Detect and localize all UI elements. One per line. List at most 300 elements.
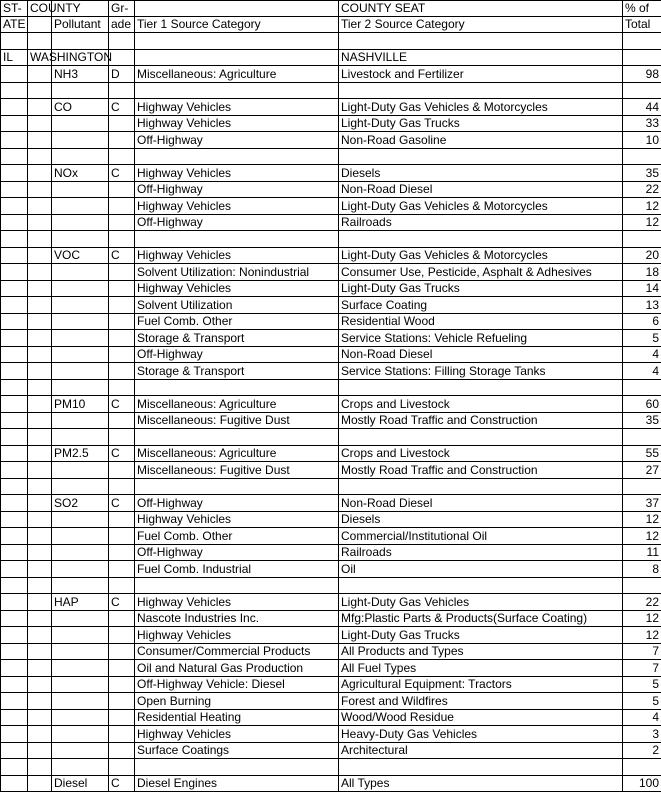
table-row [1, 495, 661, 512]
percent-cell: 3 [623, 726, 661, 743]
tier1-cell: Off-Highway [135, 181, 339, 198]
tier2-cell: Non-Road Diesel [339, 495, 623, 512]
header-row-2 [1, 17, 661, 33]
table-row [1, 544, 661, 561]
percent-cell: 27 [623, 462, 661, 479]
tier2-cell: Railroads [339, 544, 623, 561]
empty-cell [135, 577, 339, 594]
pollutant-cell [52, 511, 109, 528]
state-cell [1, 775, 28, 792]
spacer-row [1, 148, 661, 165]
header-tier1: Tier 1 Source Category [135, 17, 339, 33]
pollutant-cell [52, 610, 109, 627]
table-row [1, 66, 661, 83]
county-cell [28, 280, 52, 297]
grade-cell [109, 676, 135, 693]
table-row [1, 511, 661, 528]
empty-cell [52, 478, 109, 495]
table-row [1, 214, 661, 231]
tier2-cell: Crops and Livestock [339, 445, 623, 462]
pollutant-cell: VOC [52, 247, 109, 264]
state-cell [1, 280, 28, 297]
percent-cell: 11 [623, 544, 661, 561]
grade-cell [109, 627, 135, 644]
pollutant-cell [52, 346, 109, 363]
percent-cell: 12 [623, 511, 661, 528]
table-row [1, 280, 661, 297]
pollutant-cell [52, 412, 109, 429]
empty-cell [135, 82, 339, 99]
state-cell [1, 610, 28, 627]
pollutant-cell [52, 363, 109, 380]
county-cell [28, 181, 52, 198]
county-cell [28, 462, 52, 479]
state-cell [1, 660, 28, 677]
pollutant-cell [52, 330, 109, 347]
empty-cell [339, 379, 623, 396]
state-cell: IL [1, 49, 28, 66]
percent-cell: 14 [623, 280, 661, 297]
percent-cell: 55 [623, 445, 661, 462]
empty-cell [52, 429, 109, 446]
tier1-cell: Miscellaneous: Fugitive Dust [135, 462, 339, 479]
grade-cell [109, 511, 135, 528]
tier2-cell: All Types [339, 775, 623, 792]
state-cell [1, 643, 28, 660]
empty-cell [623, 759, 661, 776]
tier2-cell: Oil [339, 561, 623, 578]
percent-cell: 12 [623, 610, 661, 627]
tier1-cell: Off-Highway Vehicle: Diesel [135, 676, 339, 693]
empty-cell [339, 82, 623, 99]
county-cell [28, 214, 52, 231]
state-cell [1, 445, 28, 462]
county-cell [28, 528, 52, 545]
pollutant-cell [52, 528, 109, 545]
state-cell [1, 115, 28, 132]
percent-cell: 8 [623, 561, 661, 578]
empty-cell [1, 82, 28, 99]
tier2-cell: Light-Duty Gas Vehicles & Motorcycles [339, 247, 623, 264]
tier2-cell: Service Stations: Vehicle Refueling [339, 330, 623, 347]
table-row [1, 297, 661, 314]
percent-cell: 12 [623, 214, 661, 231]
state-cell [1, 346, 28, 363]
tier1-cell: Highway Vehicles [135, 99, 339, 116]
table-row [1, 115, 661, 132]
empty-cell [52, 379, 109, 396]
header-percent: % of [623, 1, 661, 17]
percent-cell: 7 [623, 660, 661, 677]
tier1-cell: Fuel Comb. Industrial [135, 561, 339, 578]
tier2-cell: Service Stations: Filling Storage Tanks [339, 363, 623, 380]
pollutant-cell [52, 280, 109, 297]
grade-cell [109, 528, 135, 545]
state-cell [1, 247, 28, 264]
county-cell [28, 132, 52, 149]
percent-cell: 22 [623, 181, 661, 198]
county-cell [28, 247, 52, 264]
empty-cell [135, 231, 339, 248]
tier1-cell: Storage & Transport [135, 363, 339, 380]
county-cell [28, 643, 52, 660]
table-row [1, 709, 661, 726]
tier1-cell: Storage & Transport [135, 330, 339, 347]
grade-cell [109, 280, 135, 297]
tier2-cell: Railroads [339, 214, 623, 231]
percent-cell: 100 [623, 775, 661, 792]
empty-cell [135, 478, 339, 495]
percent-cell: 37 [623, 495, 661, 512]
grade-cell: D [109, 66, 135, 83]
tier1-cell: Off-Highway [135, 346, 339, 363]
grade-cell [109, 115, 135, 132]
county-cell [28, 165, 52, 182]
tier1-cell: Miscellaneous: Agriculture [135, 396, 339, 413]
percent-cell: 44 [623, 99, 661, 116]
empty-cell [52, 577, 109, 594]
county-cell [28, 66, 52, 83]
county-cell [28, 511, 52, 528]
spacer-row [1, 82, 661, 99]
empty-cell [623, 231, 661, 248]
county-cell: WASHINGTON [28, 49, 52, 66]
tier1-cell: Highway Vehicles [135, 115, 339, 132]
empty-cell [339, 148, 623, 165]
pollutant-cell [52, 132, 109, 149]
tier1-cell: Highway Vehicles [135, 280, 339, 297]
county-cell [28, 693, 52, 710]
grade-cell [109, 363, 135, 380]
pollutant-cell [52, 709, 109, 726]
table-row [1, 198, 661, 215]
empty-cell [52, 231, 109, 248]
spacer-row [1, 577, 661, 594]
pollutant-cell [52, 726, 109, 743]
table-row [1, 742, 661, 759]
header-state: ST- [1, 1, 28, 17]
county-cell [28, 264, 52, 281]
percent-cell: 12 [623, 198, 661, 215]
state-cell [1, 297, 28, 314]
state-cell [1, 709, 28, 726]
state-cell [1, 99, 28, 116]
empty-cell [623, 379, 661, 396]
percent-cell: 7 [623, 643, 661, 660]
county-cell [28, 313, 52, 330]
percent-cell: 4 [623, 363, 661, 380]
spacer-row [1, 231, 661, 248]
pollutant-cell [52, 742, 109, 759]
table-row [1, 363, 661, 380]
percent-cell: 98 [623, 66, 661, 83]
state-cell [1, 396, 28, 413]
percent-cell: 12 [623, 627, 661, 644]
pollutant-cell [52, 462, 109, 479]
table-row [1, 775, 661, 792]
empty-cell [109, 429, 135, 446]
empty-cell [623, 429, 661, 446]
grade-cell: C [109, 495, 135, 512]
percent-cell: 5 [623, 693, 661, 710]
tier2-cell: All Products and Types [339, 643, 623, 660]
table-row [1, 264, 661, 281]
state-cell [1, 742, 28, 759]
table-row [1, 528, 661, 545]
percent-cell: 13 [623, 297, 661, 314]
pollutant-cell: PM10 [52, 396, 109, 413]
county-cell [28, 594, 52, 611]
state-cell [1, 412, 28, 429]
county-cell [28, 445, 52, 462]
tier2-cell: Diesels [339, 511, 623, 528]
tier1-cell: Oil and Natural Gas Production [135, 660, 339, 677]
tier2-cell: Heavy-Duty Gas Vehicles [339, 726, 623, 743]
tier1-cell: Highway Vehicles [135, 511, 339, 528]
tier2-cell: Light-Duty Gas Vehicles & Motorcycles [339, 99, 623, 116]
county-cell [28, 330, 52, 347]
table-row [1, 247, 661, 264]
state-cell [1, 214, 28, 231]
header-total: Total [623, 17, 661, 33]
percent-cell: 35 [623, 165, 661, 182]
empty-cell [28, 379, 52, 396]
state-cell [1, 544, 28, 561]
table-row [1, 99, 661, 116]
pollutant-cell: Diesel [52, 775, 109, 792]
county-cell [28, 726, 52, 743]
grade-cell [109, 214, 135, 231]
grade-cell [109, 610, 135, 627]
tier1-cell: Highway Vehicles [135, 594, 339, 611]
empty-cell [52, 82, 109, 99]
tier2-cell: Non-Road Diesel [339, 346, 623, 363]
empty-cell [1, 148, 28, 165]
tier1-cell: Residential Heating [135, 709, 339, 726]
table-row [1, 346, 661, 363]
grade-cell [109, 544, 135, 561]
state-cell [1, 330, 28, 347]
empty-cell [1, 379, 28, 396]
spacer-row [1, 379, 661, 396]
tier2-cell: Crops and Livestock [339, 396, 623, 413]
state-cell [1, 627, 28, 644]
tier1-cell: Nascote Industries Inc. [135, 610, 339, 627]
pollutant-cell [52, 561, 109, 578]
state-cell [1, 511, 28, 528]
empty-cell [1, 478, 28, 495]
pollutant-cell [52, 214, 109, 231]
grade-cell [109, 346, 135, 363]
tier1-cell: Consumer/Commercial Products [135, 643, 339, 660]
table-row [1, 412, 661, 429]
pollutant-cell [52, 660, 109, 677]
tier2-cell: Light-Duty Gas Vehicles & Motorcycles [339, 198, 623, 215]
empty-cell [52, 148, 109, 165]
table-row [1, 676, 661, 693]
table-row [1, 396, 661, 413]
state-cell [1, 363, 28, 380]
empty-cell [339, 577, 623, 594]
grade-cell: C [109, 594, 135, 611]
empty-cell [28, 429, 52, 446]
empty-cell [28, 82, 52, 99]
empty-cell [135, 429, 339, 446]
state-cell [1, 66, 28, 83]
header-pollutant: Pollutant [52, 17, 109, 33]
pollutant-cell [52, 544, 109, 561]
grade-cell [109, 643, 135, 660]
header-grade-cont: ade [109, 17, 135, 33]
county-cell [28, 627, 52, 644]
tier2-cell: Livestock and Fertilizer [339, 66, 623, 83]
empty-cell [28, 148, 52, 165]
empty-cell [28, 577, 52, 594]
grade-cell [109, 313, 135, 330]
table-row [1, 313, 661, 330]
pollutant-cell [52, 297, 109, 314]
tier2-cell: Non-Road Diesel [339, 181, 623, 198]
grade-cell [109, 561, 135, 578]
tier1-cell: Diesel Engines [135, 775, 339, 792]
percent-cell: 4 [623, 346, 661, 363]
empty-cell [135, 759, 339, 776]
pollutant-cell: CO [52, 99, 109, 116]
tier2-cell: Wood/Wood Residue [339, 709, 623, 726]
state-cell [1, 594, 28, 611]
county-cell [28, 544, 52, 561]
tier1-cell: Highway Vehicles [135, 247, 339, 264]
grade-cell [109, 660, 135, 677]
pollutant-cell [52, 676, 109, 693]
table-row [1, 561, 661, 578]
grade-cell [109, 297, 135, 314]
tier2-cell: Light-Duty Gas Trucks [339, 115, 623, 132]
tier2-cell: Agricultural Equipment: Tractors [339, 676, 623, 693]
county-cell [28, 610, 52, 627]
county-cell [28, 676, 52, 693]
header-state-cont: ATE [1, 17, 28, 33]
pollutant-cell [52, 181, 109, 198]
state-cell [1, 495, 28, 512]
empty-cell [339, 429, 623, 446]
percent-cell: 5 [623, 330, 661, 347]
tier2-cell: Light-Duty Gas Vehicles [339, 594, 623, 611]
percent-cell: 60 [623, 396, 661, 413]
state-cell [1, 165, 28, 182]
spacer-row [1, 759, 661, 776]
county-cell [28, 660, 52, 677]
tier1-cell: Miscellaneous: Agriculture [135, 445, 339, 462]
empty-cell [339, 478, 623, 495]
percent-cell: 4 [623, 709, 661, 726]
tier2-cell: Surface Coating [339, 297, 623, 314]
state-cell [1, 264, 28, 281]
pollutant-cell: PM2.5 [52, 445, 109, 462]
tier2-cell: Architectural [339, 742, 623, 759]
grade-cell [109, 742, 135, 759]
state-cell [1, 462, 28, 479]
state-cell [1, 198, 28, 215]
grade-cell: C [109, 247, 135, 264]
tier1-cell: Off-Highway [135, 544, 339, 561]
tier1-cell: Miscellaneous: Fugitive Dust [135, 412, 339, 429]
empty-cell [623, 82, 661, 99]
empty-cell [28, 478, 52, 495]
tier1-cell: Fuel Comb. Other [135, 528, 339, 545]
tier1-cell: Off-Highway [135, 132, 339, 149]
tier2-cell: Commercial/Institutional Oil [339, 528, 623, 545]
percent-cell: 33 [623, 115, 661, 132]
tier1-cell: Highway Vehicles [135, 627, 339, 644]
county-cell [28, 198, 52, 215]
grade-cell [109, 693, 135, 710]
county-cell [28, 495, 52, 512]
tier1-cell: Off-Highway [135, 495, 339, 512]
table-row [1, 594, 661, 611]
percent-cell: 12 [623, 528, 661, 545]
pollutant-cell [52, 115, 109, 132]
table-row [1, 627, 661, 644]
table-row [1, 330, 661, 347]
county-cell [28, 99, 52, 116]
grade-cell [109, 330, 135, 347]
percent-cell: 10 [623, 132, 661, 149]
grade-cell: C [109, 445, 135, 462]
state-cell [1, 528, 28, 545]
empty-cell [52, 759, 109, 776]
empty-cell [28, 231, 52, 248]
county-cell [28, 346, 52, 363]
state-cell [1, 181, 28, 198]
tier2-cell: Mfg:Plastic Parts & Products(Surface Coating) [339, 610, 623, 627]
tier1-cell: Off-Highway [135, 214, 339, 231]
empty-cell [623, 478, 661, 495]
tier1-cell: Highway Vehicles [135, 726, 339, 743]
tier2-cell: Consumer Use, Pesticide, Asphalt & Adhesives [339, 264, 623, 281]
percent-cell: 6 [623, 313, 661, 330]
empty-cell [109, 577, 135, 594]
tier2-cell: Diesels [339, 165, 623, 182]
percent-cell: 2 [623, 742, 661, 759]
grade-cell [109, 264, 135, 281]
table-row [1, 726, 661, 743]
empty-cell [109, 231, 135, 248]
pollutant-cell: HAP [52, 594, 109, 611]
table-row [1, 445, 661, 462]
tier1-cell: Solvent Utilization: Nonindustrial [135, 264, 339, 281]
percent-cell: 18 [623, 264, 661, 281]
county-cell [28, 742, 52, 759]
grade-cell [109, 412, 135, 429]
tier1-cell: Miscellaneous: Agriculture [135, 66, 339, 83]
empty-cell [135, 379, 339, 396]
grade-cell: C [109, 165, 135, 182]
grade-cell [109, 181, 135, 198]
header-row-1 [1, 1, 661, 17]
table-row [1, 165, 661, 182]
grade-cell [109, 726, 135, 743]
state-cell [1, 693, 28, 710]
county-cell [28, 115, 52, 132]
state-cell [1, 561, 28, 578]
county-cell [28, 561, 52, 578]
percent-cell: 20 [623, 247, 661, 264]
table-row [1, 132, 661, 149]
grade-cell: C [109, 99, 135, 116]
pollutant-cell: SO2 [52, 495, 109, 512]
tier1-cell: Fuel Comb. Other [135, 313, 339, 330]
